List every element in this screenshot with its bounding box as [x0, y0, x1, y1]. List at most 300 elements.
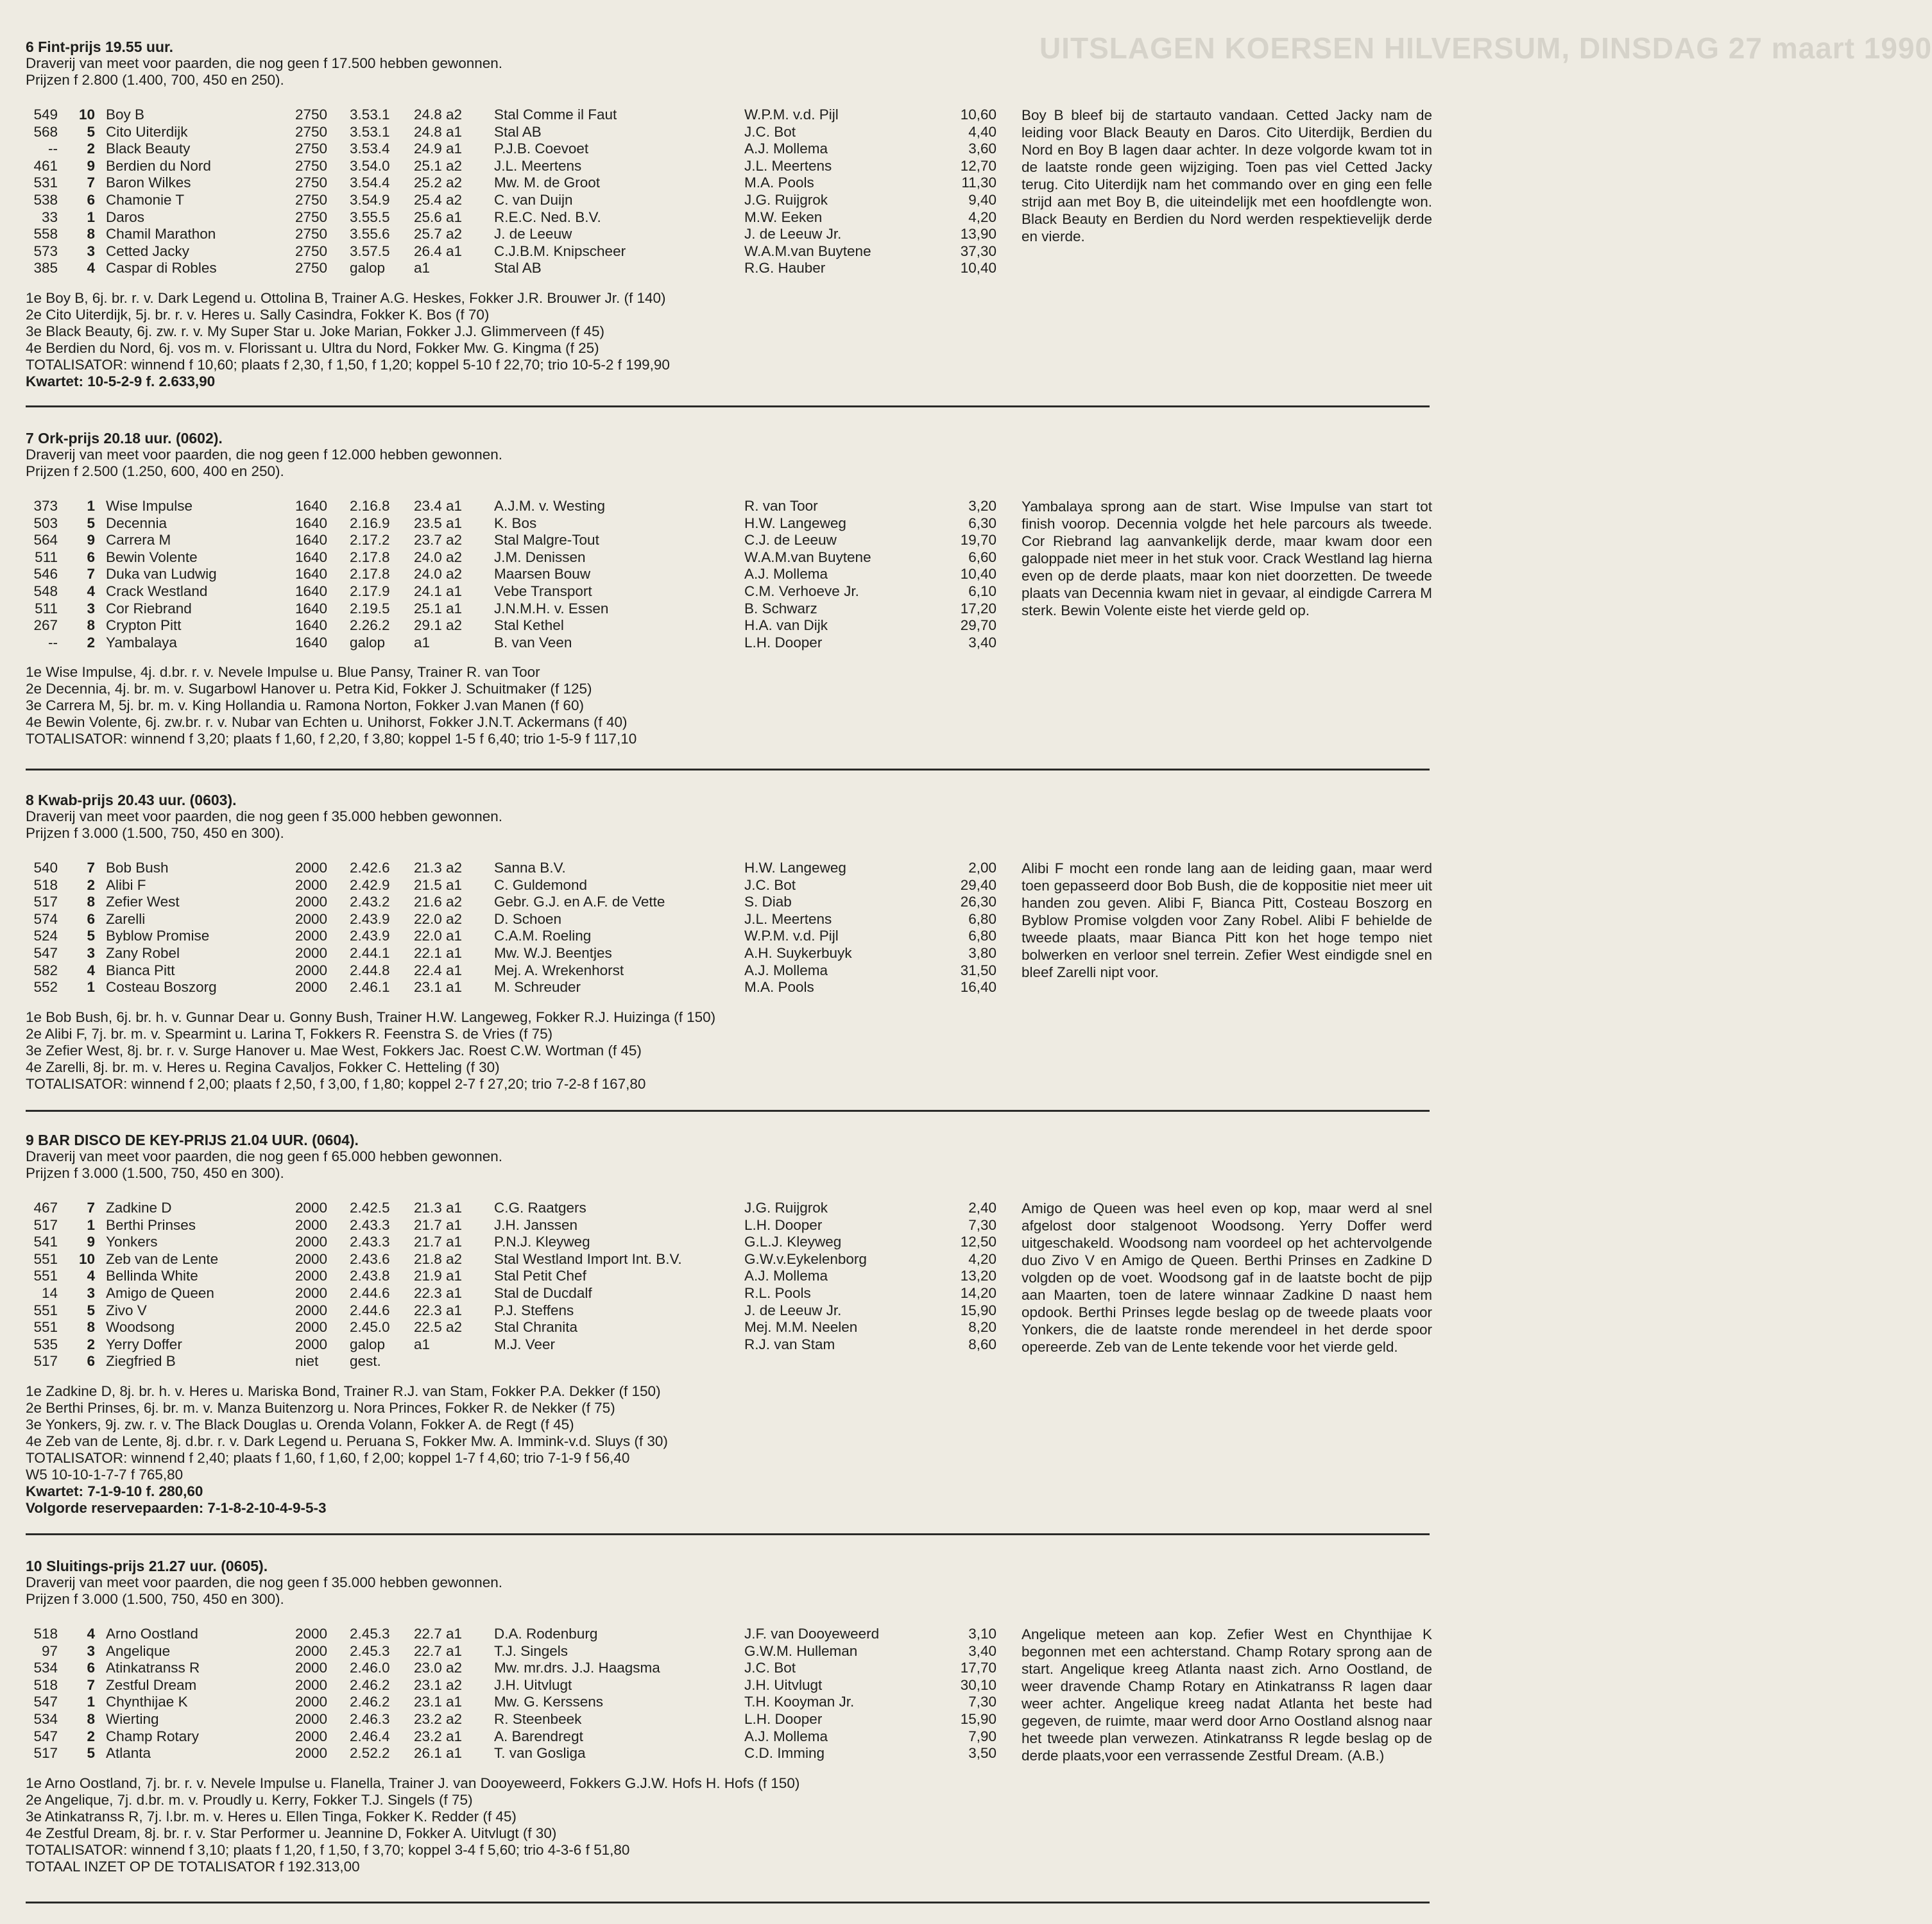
entry-number: 33: [41, 209, 58, 225]
entry-number: 547: [33, 1694, 58, 1710]
start-number: 5: [87, 1302, 95, 1318]
owner: Gebr. G.J. en A.F. de Vette: [494, 894, 665, 910]
odds: 6,60: [968, 549, 996, 565]
start-number: 6: [87, 1353, 95, 1370]
driver: W.P.M. v.d. Pijl: [744, 928, 839, 944]
entry-number: 558: [33, 226, 58, 243]
odds: 26,30: [960, 894, 996, 910]
race-7-section: [26, 430, 1431, 747]
owner: D. Schoen: [494, 910, 562, 927]
entry-number: 538: [33, 191, 58, 208]
race-time: 2.43.3: [350, 1216, 390, 1233]
start-number: 4: [87, 1268, 95, 1284]
entry-number: 467: [33, 1200, 58, 1216]
kilometer-time: 21.7 a1: [414, 1234, 463, 1250]
distance: 2000: [295, 1728, 328, 1744]
start-number: 6: [87, 910, 95, 927]
race-time: 2.46.0: [350, 1660, 390, 1676]
odds: 4,20: [968, 209, 996, 225]
footer-line: 4e Zeb van de Lente, 8j. d.br. r. v. Dark Legend u. Peruana S, Fokker Mw. A. Immink-v.d. Sluys (f 30): [26, 1433, 668, 1449]
driver: H.W. Langeweg: [744, 515, 846, 531]
entry-number: 552: [33, 979, 58, 996]
horse-name: Yonkers: [106, 1234, 158, 1250]
kilometer-time: 25.4 a2: [414, 191, 463, 208]
owner: C.G. Raatgers: [494, 1200, 586, 1216]
driver: J. de Leeuw Jr.: [744, 226, 842, 243]
distance: 2750: [295, 191, 328, 208]
section-divider: [26, 405, 1430, 407]
start-number: 4: [87, 1626, 95, 1642]
driver: A.J. Mollema: [744, 962, 828, 978]
distance: 2000: [295, 894, 328, 910]
horse-name: Bellinda White: [106, 1268, 198, 1284]
distance: 2000: [295, 1302, 328, 1318]
race-time: 3.54.0: [350, 157, 390, 174]
driver: R.G. Hauber: [744, 260, 826, 277]
entry-number: 503: [33, 515, 58, 531]
kilometer-time: 22.3 a1: [414, 1302, 463, 1318]
start-number: 10: [78, 1250, 95, 1267]
driver: M.A. Pools: [744, 979, 814, 996]
driver: B. Schwarz: [744, 600, 817, 617]
race-10-section: [26, 1558, 1431, 1875]
kilometer-time: 23.5 a1: [414, 515, 463, 531]
horse-name: Zeb van de Lente: [106, 1250, 219, 1267]
distance: 2000: [295, 1660, 328, 1676]
owner: Mw. G. Kerssens: [494, 1694, 604, 1710]
entry-number: 548: [33, 583, 58, 599]
start-number: 10: [78, 106, 95, 123]
kilometer-time: 23.1 a2: [414, 1676, 463, 1693]
entry-number: 14: [41, 1284, 58, 1301]
distance: 2750: [295, 175, 328, 191]
start-number: 1: [87, 209, 95, 225]
start-number: 2: [87, 1336, 95, 1352]
kilometer-time: 26.4 a1: [414, 243, 463, 259]
kilometer-time: 24.9 a1: [414, 140, 463, 157]
race-time: 2.17.9: [350, 583, 390, 599]
race-commentary: Boy B bleef bij de startauto vandaan. Cetted Jacky nam de leiding voor Black Beauty en Daros. Cito Uiterdijk, Berdien du Nord en Boy B lagen daar achter. In deze volgorde kwam tot in de laatste ronde geen wijziging. Toen pas viel Cetted Jacky terug. Cito Uiterdijk nam het commando over en ging een felle strijd aan met Boy B, die uiteindelijk met een hoofdlengte won. Black Beauty en Berdien du Nord werden respektievelijk derde en vierde.: [1022, 107, 1432, 244]
entry-number: --: [48, 634, 58, 651]
owner: B. van Veen: [494, 634, 572, 651]
race-time: 2.45.3: [350, 1626, 390, 1642]
race-time: 2.44.6: [350, 1302, 390, 1318]
start-number: 8: [87, 1319, 95, 1336]
odds: 3,20: [968, 498, 996, 514]
race-time: 2.42.9: [350, 876, 390, 893]
race-title: 10 Sluitings-prijs 21.27 uur. (0605).: [26, 1558, 268, 1574]
race-time: 2.46.1: [350, 979, 390, 996]
odds: 10,40: [960, 566, 996, 583]
kilometer-time: 22.3 a1: [414, 1284, 463, 1301]
bleed-through-heading: UITSLAGEN KOERSEN HILVERSUM, DINSDAG 27 maart 1990: [1039, 31, 1932, 65]
driver: J. de Leeuw Jr.: [744, 1302, 842, 1318]
race-time: 2.43.8: [350, 1268, 390, 1284]
horse-name: Wierting: [106, 1710, 159, 1727]
odds: 10,60: [960, 106, 996, 123]
driver: A.J. Mollema: [744, 1728, 828, 1744]
race-commentary: Angelique meteen aan kop. Zefier West en Chynthijae K begonnen met een achterstand. Champ Rotary sprong aan de start. Angelique kreeg Atlanta naast zich. Arno Oostland, de weer dravende Champ Rotary en Atinkatranss R lagen daar weer achter. Angelique kreeg nadat Atlanta het beste had gegeven, de ruimte, maar werd door Arno Oostland alsnog naar het tweede plan verwezen. Atinkatranss R legde beslag op de derde plaats,voor een verrassende Zestful Dream. (A.B.): [1022, 1626, 1432, 1764]
kilometer-time: a1: [414, 634, 431, 651]
race-time: 2.44.1: [350, 944, 390, 961]
driver: R.J. van Stam: [744, 1336, 835, 1352]
odds: 8,60: [968, 1336, 996, 1352]
kilometer-time: 24.1 a1: [414, 583, 463, 599]
kilometer-time: a1: [414, 260, 431, 277]
start-number: 8: [87, 894, 95, 910]
entry-number: 574: [33, 910, 58, 927]
start-number: 2: [87, 876, 95, 893]
driver: J.G. Ruijgrok: [744, 1200, 828, 1216]
race-prizes: Prijzen f 3.000 (1.500, 750, 450 en 300).: [26, 825, 284, 841]
entry-number: 97: [41, 1642, 58, 1659]
horse-name: Ziegfried B: [106, 1353, 176, 1370]
owner: Stal Petit Chef: [494, 1268, 586, 1284]
distance: 1640: [295, 498, 328, 514]
kilometer-time: 23.1 a1: [414, 979, 463, 996]
race-prizes: Prijzen f 2.800 (1.400, 700, 450 en 250).: [26, 72, 284, 88]
footer-line: TOTALISATOR: winnend f 10,60; plaats f 2,30, f 1,50, f 1,20; koppel 5-10 f 22,70; trio 10-5-2 f 199,90: [26, 356, 670, 373]
odds: 15,90: [960, 1710, 996, 1727]
race-title: 8 Kwab-prijs 20.43 uur. (0603).: [26, 792, 237, 808]
start-number: 3: [87, 944, 95, 961]
driver: T.H. Kooyman Jr.: [744, 1694, 855, 1710]
entry-number: 511: [35, 549, 58, 565]
driver: J.L. Meertens: [744, 910, 832, 927]
driver: G.L.J. Kleyweg: [744, 1234, 842, 1250]
entry-number: 517: [33, 1353, 58, 1370]
kilometer-time: 24.8 a1: [414, 123, 463, 140]
race-time: 2.16.8: [350, 498, 390, 514]
driver: L.H. Dooper: [744, 1710, 823, 1727]
kilometer-time: 25.2 a2: [414, 175, 463, 191]
start-number: 7: [87, 860, 95, 876]
owner: T.J. Singels: [494, 1642, 568, 1659]
distance: 2000: [295, 1626, 328, 1642]
odds: 4,20: [968, 1250, 996, 1267]
driver: H.A. van Dijk: [744, 617, 828, 634]
start-number: 3: [87, 1642, 95, 1659]
horse-name: Zefier West: [106, 894, 180, 910]
horse-name: Decennia: [106, 515, 167, 531]
start-number: 2: [87, 634, 95, 651]
race-commentary: Alibi F mocht een ronde lang aan de leiding gaan, maar werd toen gepasseerd door Bob Bush, die de koppositie niet meer uit handen zou geven. Alibi F, Bianca Pitt, Costeau Boszorg en Byblow Promise volgden voor Zany Robel. Alibi F behielde de tweede plaats, maar Bianca Pitt kon het hoge tempo niet bolwerken en verloor snel terrein. Zefier West eindigde snel en bleef Zarelli nipt voor.: [1022, 860, 1432, 980]
odds: 13,90: [960, 226, 996, 243]
horse-name: Crack Westland: [106, 583, 208, 599]
distance: 2750: [295, 209, 328, 225]
race-time: 2.44.8: [350, 962, 390, 978]
table-row: [26, 634, 1431, 652]
driver: J.H. Uitvlugt: [744, 1676, 823, 1693]
owner: J. de Leeuw: [494, 226, 572, 243]
start-number: 6: [87, 549, 95, 565]
kilometer-time: 29.1 a2: [414, 617, 463, 634]
horse-name: Chynthijae K: [106, 1694, 188, 1710]
driver: G.W.v.Eykelenborg: [744, 1250, 867, 1267]
driver: A.H. Suykerbuyk: [744, 944, 852, 961]
odds: 13,20: [960, 1268, 996, 1284]
race-time: 2.43.2: [350, 894, 390, 910]
footer-line: 1e Boy B, 6j. br. r. v. Dark Legend u. Ottolina B, Trainer A.G. Heskes, Fokker J.R. Brouwer Jr. (f 140): [26, 289, 666, 306]
odds: 2,00: [968, 860, 996, 876]
odds: 7,30: [968, 1216, 996, 1233]
horse-name: Byblow Promise: [106, 928, 210, 944]
odds: 16,40: [960, 979, 996, 996]
distance: 2000: [295, 1676, 328, 1693]
odds: 11,30: [961, 175, 996, 191]
race-time: 2.44.6: [350, 1284, 390, 1301]
horse-name: Atlanta: [106, 1745, 151, 1762]
horse-name: Carrera M: [106, 532, 171, 549]
distance: 2000: [295, 1234, 328, 1250]
race-time: 3.53.4: [350, 140, 390, 157]
kilometer-time: 21.7 a1: [414, 1216, 463, 1233]
odds: 29,70: [960, 617, 996, 634]
entry-number: 517: [33, 1745, 58, 1762]
start-number: 8: [87, 617, 95, 634]
entry-number: 551: [33, 1302, 58, 1318]
kilometer-time: 21.9 a1: [414, 1268, 463, 1284]
footer-line: 2e Angelique, 7j. d.br. m. v. Proudly u. Kerry, Fokker T.J. Singels (f 75): [26, 1791, 473, 1808]
start-number: 7: [87, 175, 95, 191]
footer-line: 1e Bob Bush, 6j. br. h. v. Gunnar Dear u. Gonny Bush, Trainer H.W. Langeweg, Fokker R.J. Huizinga (f 150): [26, 1009, 716, 1025]
owner: D.A. Rodenburg: [494, 1626, 598, 1642]
entry-number: 549: [33, 106, 58, 123]
owner: R. Steenbeek: [494, 1710, 582, 1727]
race-time: 2.46.4: [350, 1728, 390, 1744]
horse-name: Alibi F: [106, 876, 146, 893]
footer-line: 3e Black Beauty, 6j. zw. r. v. My Super Star u. Joke Marian, Fokker J.J. Glimmerveen (f 45): [26, 323, 604, 339]
owner: P.J. Steffens: [494, 1302, 574, 1318]
footer-line: 2e Alibi F, 7j. br. m. v. Spearmint u. Larina T, Fokkers R. Feenstra S. de Vries (f 75): [26, 1025, 553, 1042]
horse-name: Black Beauty: [106, 140, 191, 157]
driver: M.W. Eeken: [744, 209, 823, 225]
entry-number: 373: [33, 498, 58, 514]
kilometer-time: a1: [414, 1336, 431, 1352]
distance: 2000: [295, 928, 328, 944]
race-time: 3.55.5: [350, 209, 390, 225]
footer-line: 3e Atinkatranss R, 7j. l.br. m. v. Heres u. Ellen Tinga, Fokker K. Redder (f 45): [26, 1808, 517, 1825]
distance: 2000: [295, 860, 328, 876]
race-title: 6 Fint-prijs 19.55 uur.: [26, 38, 174, 55]
owner: Stal AB: [494, 123, 542, 140]
owner: A. Barendregt: [494, 1728, 583, 1744]
race-conditions: Draverij van meet voor paarden, die nog geen f 35.000 hebben gewonnen.: [26, 808, 503, 824]
odds: 3,50: [968, 1745, 996, 1762]
odds: 6,30: [968, 515, 996, 531]
entry-number: 551: [33, 1250, 58, 1267]
race-time: galop: [350, 260, 386, 277]
driver: R. van Toor: [744, 498, 818, 514]
race-prizes: Prijzen f 3.000 (1.500, 750, 450 en 300).: [26, 1591, 284, 1607]
race-time: 3.55.6: [350, 226, 390, 243]
race-time: galop: [350, 634, 386, 651]
owner: Sanna B.V.: [494, 860, 566, 876]
kilometer-time: 22.0 a2: [414, 910, 463, 927]
footer-highlight: Kwartet: 7-1-9-10 f. 280,60: [26, 1483, 203, 1499]
results-table: [26, 1200, 1431, 1370]
odds: 37,30: [960, 243, 996, 259]
race-footer: [26, 1775, 1431, 1875]
kilometer-time: 22.7 a1: [414, 1626, 463, 1642]
owner: Stal Kethel: [494, 617, 564, 634]
start-number: 5: [87, 515, 95, 531]
owner: J.H. Janssen: [494, 1216, 578, 1233]
owner: J.N.M.H. v. Essen: [494, 600, 609, 617]
distance: 2000: [295, 1319, 328, 1336]
kilometer-time: 26.1 a1: [414, 1745, 463, 1762]
race-time: 2.17.8: [350, 566, 390, 583]
start-number: 5: [87, 123, 95, 140]
race-9-section: [26, 1132, 1431, 1517]
start-number: 7: [87, 1200, 95, 1216]
distance: 2000: [295, 1745, 328, 1762]
owner: Stal Comme il Faut: [494, 106, 617, 123]
horse-name: Zarelli: [106, 910, 146, 927]
horse-name: Zivo V: [106, 1302, 147, 1318]
driver: J.L. Meertens: [744, 157, 832, 174]
race-time: 3.54.9: [350, 191, 390, 208]
distance: 2750: [295, 106, 328, 123]
distance: 1640: [295, 549, 328, 565]
horse-name: Woodsong: [106, 1319, 175, 1336]
footer-line: TOTALISATOR: winnend f 2,00; plaats f 2,50, f 3,00, f 1,80; koppel 2-7 f 27,20; trio 7-2-8 f 167,80: [26, 1075, 646, 1092]
footer-line: TOTALISATOR: winnend f 3,20; plaats f 1,60, f 2,20, f 3,80; koppel 1-5 f 6,40; trio 1-5-9 f 117,10: [26, 731, 637, 747]
owner: Stal Chranita: [494, 1319, 578, 1336]
race-footer: [26, 1009, 1431, 1093]
driver: J.F. van Dooyeweerd: [744, 1626, 880, 1642]
entry-number: 534: [33, 1660, 58, 1676]
odds: 12,70: [960, 157, 996, 174]
odds: 29,40: [960, 876, 996, 893]
driver: S. Diab: [744, 894, 792, 910]
distance: 2000: [295, 910, 328, 927]
kilometer-time: 22.1 a1: [414, 944, 463, 961]
entry-number: 267: [33, 617, 58, 634]
owner: Vebe Transport: [494, 583, 592, 599]
race-time: 2.17.2: [350, 532, 390, 549]
section-divider: [26, 1533, 1430, 1535]
driver: W.P.M. v.d. Pijl: [744, 106, 839, 123]
driver: W.A.M.van Buytene: [744, 243, 871, 259]
odds: 15,90: [960, 1302, 996, 1318]
horse-name: Duka van Ludwig: [106, 566, 217, 583]
start-number: 3: [87, 600, 95, 617]
owner: Mw. mr.drs. J.J. Haagsma: [494, 1660, 660, 1676]
race-footer: [26, 290, 1431, 390]
driver: L.H. Dooper: [744, 634, 823, 651]
race-time: 2.42.5: [350, 1200, 390, 1216]
start-number: 1: [87, 498, 95, 514]
odds: 3,60: [968, 140, 996, 157]
distance: 1640: [295, 515, 328, 531]
driver: A.J. Mollema: [744, 1268, 828, 1284]
odds: 3,10: [968, 1626, 996, 1642]
race-time: 2.45.3: [350, 1642, 390, 1659]
entry-number: 540: [33, 860, 58, 876]
footer-highlight: Kwartet: 10-5-2-9 f. 2.633,90: [26, 373, 216, 389]
entry-number: 534: [33, 1710, 58, 1727]
start-number: 1: [87, 1694, 95, 1710]
entry-number: 547: [33, 944, 58, 961]
footer-line: 3e Zefier West, 8j. br. r. v. Surge Hanover u. Mae West, Fokkers Jac. Roest C.W. Wortman (f 45): [26, 1042, 642, 1059]
distance: 2000: [295, 1284, 328, 1301]
footer-line: 3e Yonkers, 9j. zw. r. v. The Black Douglas u. Orenda Volann, Fokker A. de Regt (f 45): [26, 1416, 574, 1433]
race-time: 2.16.9: [350, 515, 390, 531]
kilometer-time: 21.8 a2: [414, 1250, 463, 1267]
kilometer-time: 25.7 a2: [414, 226, 463, 243]
race-time: 2.43.9: [350, 910, 390, 927]
distance: 2000: [295, 1216, 328, 1233]
odds: 3,80: [968, 944, 996, 961]
horse-name: Bianca Pitt: [106, 962, 175, 978]
horse-name: Crypton Pitt: [106, 617, 182, 634]
horse-name: Zany Robel: [106, 944, 180, 961]
odds: 19,70: [960, 532, 996, 549]
race-time: 2.46.2: [350, 1694, 390, 1710]
start-number: 3: [87, 243, 95, 259]
race-title: 7 Ork-prijs 20.18 uur. (0602).: [26, 430, 223, 447]
footer-line: 4e Bewin Volente, 6j. zw.br. r. v. Nubar van Echten u. Unihorst, Fokker J.N.T. Ackermans (f 40): [26, 714, 628, 731]
distance: 2750: [295, 226, 328, 243]
odds: 12,50: [960, 1234, 996, 1250]
footer-line: TOTALISATOR: winnend f 3,10; plaats f 1,20, f 1,50, f 3,70; koppel 3-4 f 5,60; trio 4-3-6 f 51,80: [26, 1841, 630, 1858]
entry-number: 518: [33, 876, 58, 893]
horse-name: Caspar di Robles: [106, 260, 217, 277]
entry-number: 582: [33, 962, 58, 978]
race-title: 9 BAR DISCO DE KEY-PRIJS 21.04 UUR. (0604).: [26, 1132, 359, 1148]
distance: 2000: [295, 1250, 328, 1267]
race-time: 2.19.5: [350, 600, 390, 617]
distance: 1640: [295, 532, 328, 549]
distance: 2000: [295, 1268, 328, 1284]
distance: 2000: [295, 1642, 328, 1659]
entry-number: 551: [33, 1319, 58, 1336]
horse-name: Angelique: [106, 1642, 171, 1659]
entry-number: 551: [33, 1268, 58, 1284]
distance: 2000: [295, 979, 328, 996]
race-prizes: Prijzen f 2.500 (1.250, 600, 400 en 250).: [26, 463, 284, 479]
horse-name: Champ Rotary: [106, 1728, 200, 1744]
kilometer-time: 23.4 a1: [414, 498, 463, 514]
race-time: 2.52.2: [350, 1745, 390, 1762]
start-number: 2: [87, 1728, 95, 1744]
kilometer-time: 22.0 a1: [414, 928, 463, 944]
driver: C.D. Imming: [744, 1745, 825, 1762]
footer-line: 3e Carrera M, 5j. br. m. v. King Hollandia u. Ramona Norton, Fokker J.van Manen (f 60): [26, 697, 584, 714]
distance: 2750: [295, 157, 328, 174]
odds: 10,40: [960, 260, 996, 277]
race-commentary: Amigo de Queen was heel even op kop, maar werd al snel afgelost door stalgenoot Woodsong. Yerry Doffer werd uitgeschakeld. Woodsong nam voordeel op het achtervolgende duo Zivo V en Amigo de Queen. Berthi Prinses en Zadkine D volgden op de voet. Woodsong gaf in de laatste bocht de pijp aan Maarten, toen de latere winnaar Zadkine D naast hem opdook. Berthi Prinses legde beslag op de tweede plaats voor Yonkers, die de laatste ronde merendeel in het derde spoor opereerde. Zeb van de Lente tekende voor het vierde geld.: [1022, 1200, 1432, 1355]
start-number: 8: [87, 1710, 95, 1727]
owner: Stal de Ducdalf: [494, 1284, 592, 1301]
horse-name: Boy B: [106, 106, 145, 123]
distance: 2000: [295, 944, 328, 961]
footer-line: W5 10-10-1-7-7 f 765,80: [26, 1466, 184, 1483]
entry-number: --: [48, 140, 58, 157]
owner: M. Schreuder: [494, 979, 581, 996]
distance: 1640: [295, 600, 328, 617]
start-number: 5: [87, 1745, 95, 1762]
horse-name: Zestful Dream: [106, 1676, 197, 1693]
distance: 2750: [295, 260, 328, 277]
owner: K. Bos: [494, 515, 537, 531]
distance: niet: [295, 1353, 319, 1370]
owner: C. Guldemond: [494, 876, 588, 893]
distance: 1640: [295, 617, 328, 634]
owner: Stal Malgre-Tout: [494, 532, 599, 549]
driver: J.G. Ruijgrok: [744, 191, 828, 208]
